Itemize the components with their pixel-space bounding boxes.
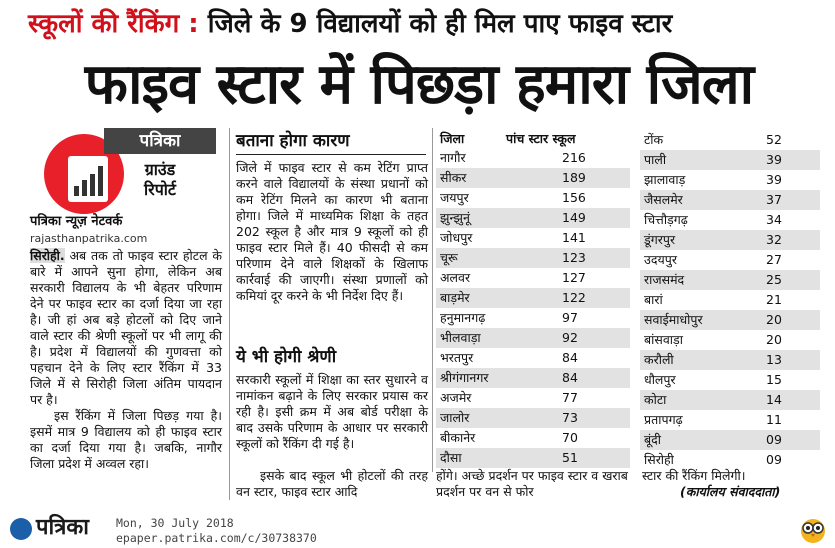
school-count: 25	[766, 272, 782, 287]
school-count: 27	[766, 252, 782, 267]
column-2-paragraph-3: इसके बाद स्कूल भी होटलों की तरह वन स्टार, फाइव स्टार आदि	[236, 468, 428, 499]
district-name: भरतपुर	[440, 350, 474, 365]
district-name: सिरोही	[644, 452, 674, 467]
ranking-table-left	[436, 130, 630, 468]
ranking-table-right	[640, 130, 820, 470]
header-district: जिला	[440, 131, 465, 146]
district-name: उदयपुर	[644, 252, 677, 267]
district-name: सवाईमाधोपुर	[644, 312, 703, 327]
table-row	[640, 270, 820, 290]
school-count: 216	[562, 150, 586, 165]
table-row	[640, 250, 820, 270]
district-name: नागौर	[440, 150, 466, 165]
footer-logo-text: पत्रिका	[36, 515, 89, 540]
table-row	[640, 410, 820, 430]
table-row	[436, 448, 630, 468]
table-row	[640, 170, 820, 190]
site-link[interactable]: rajasthanpatrika.com	[30, 232, 148, 245]
school-count: 77	[562, 390, 578, 405]
school-count: 15	[766, 372, 782, 387]
district-name: बारां	[644, 292, 663, 307]
school-count: 92	[562, 330, 578, 345]
globe-icon	[10, 518, 32, 540]
column-2-paragraph-1: जिले में फाइव स्टार से कम रेटिंग प्राप्त करने वाले विद्यालयों के संस्था प्रधानों को कम रेटिंग मिलने का कारण भी बताना होगा। जिले में माध्यमिक शिक्षा के तहत 202 स्कूल है और मात्र 9 स्कूलों को ही फाइव स्टार मिले हैं। 40 फीसदी से कम परिणाम देने वाले शिक्षकों के खिलाफ कार्रवाई की जाएगी। संस्था प्रणालों को कमियां दूर करने के भी निर्देश दिए हैं।	[236, 160, 428, 303]
header-schools: पांच स्टार स्कूल	[506, 131, 576, 146]
table-row	[436, 428, 630, 448]
district-name: अलवर	[440, 270, 471, 285]
district-name: चित्तौड़गढ़	[644, 212, 688, 227]
district-name: प्रतापगढ़	[644, 412, 683, 427]
district-name: हनुमानगढ़	[440, 310, 486, 325]
column-divider	[432, 128, 433, 472]
continuation-end: स्टार की रैंकिंग मिलेगी।	[642, 468, 746, 483]
column-2-paragraph-2: सरकारी स्कूलों में शिक्षा का स्तर सुधारने व नामांकन बढ़ाने के लिए सरकार प्रयास कर रही है। इसी क्रम में अब बोर्ड परीक्षा के बाद उसके परिणाम के आधार पर सरकारी स्कूलों को रैंकिंग दी गई है।	[236, 372, 428, 451]
district-name: जयपुर	[440, 190, 469, 205]
table-row	[436, 368, 630, 388]
table-row	[640, 230, 820, 250]
district-name: पाली	[644, 152, 667, 167]
school-count: 141	[562, 230, 586, 245]
district-name: जालोर	[440, 410, 470, 425]
kicker-prefix: स्कूलों की रैंकिंग :	[28, 9, 199, 39]
school-count: 51	[562, 450, 578, 465]
table-row	[436, 168, 630, 188]
district-name: बांसवाड़ा	[644, 332, 683, 347]
table-row	[436, 308, 630, 328]
district-name: दौसा	[440, 450, 462, 465]
school-count: 84	[562, 370, 578, 385]
table-row	[436, 268, 630, 288]
school-count: 39	[766, 152, 782, 167]
school-count: 09	[766, 452, 782, 467]
school-count: 14	[766, 392, 782, 407]
district-name: जैसलमेर	[644, 192, 683, 207]
table-row	[640, 310, 820, 330]
district-name: बीकानेर	[440, 430, 476, 445]
district-name: बूंदी	[644, 432, 662, 447]
continuation-text: होंगे। अच्छे प्रदर्शन पर फाइव स्टार व खराब प्रदर्शन पर वन से फोर	[436, 468, 628, 499]
ground-label: ग्राउंड	[144, 160, 176, 179]
table-row	[640, 130, 820, 150]
edition-date: Mon, 30 July 2018	[116, 516, 234, 530]
school-count: 11	[766, 412, 782, 427]
table-row	[640, 450, 820, 470]
district-name: टोंक	[644, 132, 664, 147]
paragraph-1-text: अब तक तो फाइव स्टार होटल के बारे में आपने सुना होगा, लेकिन अब सरकारी विद्यालय के भी बेहतर परिणाम देने पर फाइव स्टार का दर्जा दिया जा रहा है। जी हां अब बड़े होटलों को दिए जाने वाले स्टार की श्रेणी स्कूलों पर भी लागू की है। प्रदेश में विद्यालयों की गुणवत्ता को पहचान देने के लिए स्टार रैंकिंग में 33 जिले में से सिरोही जिला अंतिम पायदान पर है।	[30, 248, 222, 407]
district-name: झालावाड़	[644, 172, 686, 187]
credit-line: (कार्यालय संवाददाता)	[680, 484, 781, 499]
table-row	[640, 390, 820, 410]
district-name: भीलवाड़ा	[440, 330, 481, 345]
table-row	[640, 350, 820, 370]
school-count: 149	[562, 210, 586, 225]
school-count: 123	[562, 250, 586, 265]
school-count: 32	[766, 232, 782, 247]
school-count: 70	[562, 430, 578, 445]
district-name: अजमेर	[440, 390, 472, 405]
school-count: 37	[766, 192, 782, 207]
table-row	[640, 430, 820, 450]
table-row	[640, 190, 820, 210]
table-row	[436, 248, 630, 268]
district-name: झुन्झुनूं	[440, 210, 470, 225]
table-row	[436, 188, 630, 208]
school-count: 73	[562, 410, 578, 425]
dateline-place: सिरोही.	[30, 248, 65, 263]
table-row	[640, 370, 820, 390]
district-name: चूरू	[440, 250, 458, 265]
edition-url[interactable]: epaper.patrika.com/c/30738370	[116, 531, 317, 545]
school-count: 84	[562, 350, 578, 365]
footer-logo	[8, 514, 108, 542]
school-count: 52	[766, 132, 782, 147]
school-count: 156	[562, 190, 586, 205]
column-divider	[229, 128, 230, 500]
district-name: सीकर	[440, 170, 467, 185]
school-count: 189	[562, 170, 586, 185]
brand-tag: पत्रिका	[104, 128, 216, 154]
edition-meta	[116, 516, 317, 546]
school-count: 34	[766, 212, 782, 227]
school-count: 97	[562, 310, 578, 325]
district-name: धौलपुर	[644, 372, 676, 387]
owl-icon	[798, 514, 828, 544]
byline: पत्रिका न्यूज़ नेटवर्क	[30, 214, 123, 229]
paragraph-2: इस रैंकिंग में जिला पिछड़ गया है। इसमें मात्र 9 विद्यालय को ही फाइव स्टार का दर्जा दिया गया है। जबकि, नागौर जिला प्रदेश में अव्वल रहा।	[30, 408, 222, 471]
report-label: रिपोर्ट	[144, 180, 176, 199]
district-name: राजसमंद	[644, 272, 685, 287]
kicker-text: जिले के 9 विद्यालयों को ही मिल पाए फाइव स्टार	[198, 9, 673, 39]
table-row	[436, 348, 630, 368]
district-name: बाड़मेर	[440, 290, 470, 305]
table-row	[640, 210, 820, 230]
school-count: 20	[766, 332, 782, 347]
table-row	[640, 330, 820, 350]
school-count: 13	[766, 352, 782, 367]
ground-report-label	[100, 160, 220, 200]
school-count: 09	[766, 432, 782, 447]
table-row	[436, 228, 630, 248]
table-row	[436, 288, 630, 308]
table-row	[640, 150, 820, 170]
school-count: 39	[766, 172, 782, 187]
district-name: जोधपुर	[440, 230, 473, 245]
table-row	[640, 290, 820, 310]
table-row	[436, 388, 630, 408]
heading-rule	[236, 154, 426, 155]
district-name: कोटा	[644, 392, 667, 407]
table-row	[436, 208, 630, 228]
section-heading-reason: बताना होगा कारण	[236, 131, 350, 151]
paragraph-1	[30, 248, 222, 408]
district-name: डूंगरपुर	[644, 232, 676, 247]
district-name: करौली	[644, 352, 674, 367]
school-count: 122	[562, 290, 586, 305]
school-count: 21	[766, 292, 782, 307]
article-column-1	[30, 248, 222, 472]
table-row	[436, 148, 630, 168]
district-name: श्रीगंगानगर	[440, 370, 489, 385]
kicker-line	[28, 6, 818, 42]
headline: फाइव स्टार में पिछड़ा हमारा जिला	[84, 52, 754, 117]
school-count: 20	[766, 312, 782, 327]
table-row	[436, 408, 630, 428]
section-heading-category: ये भी होगी श्रेणी	[236, 347, 337, 367]
table-header	[436, 130, 630, 148]
school-count: 127	[562, 270, 586, 285]
table-row	[436, 328, 630, 348]
